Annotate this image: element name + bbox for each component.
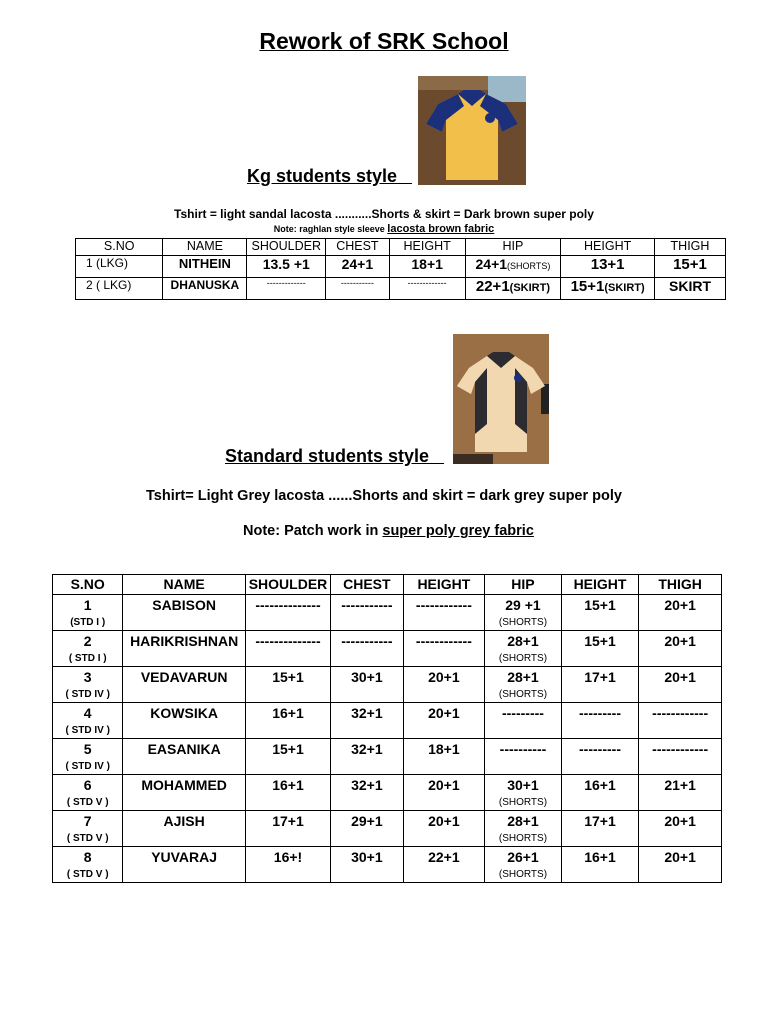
cell-hip — [485, 811, 562, 847]
table-row — [53, 739, 722, 775]
cell-name: AJISH — [123, 811, 245, 847]
cell-name: KOWSIKA — [123, 703, 245, 739]
header-name: NAME — [123, 575, 245, 595]
cell-height-2: 17+1 — [561, 811, 639, 847]
cell-height-2: --------- — [561, 739, 639, 775]
cell-height-2: 15+1 — [561, 595, 639, 631]
cell-hip — [485, 739, 562, 775]
cell-shoulder: 15+1 — [245, 739, 330, 775]
kg-fabric-line: Tshirt = light sandal lacosta ...........Shorts & skirt = Dark brown super poly — [174, 207, 594, 221]
std-class: ( STD IV ) — [65, 689, 110, 700]
cell-hip — [485, 667, 562, 703]
hip-value: --------- — [501, 705, 544, 721]
table-row — [53, 703, 722, 739]
cell-shoulder: -------------- — [245, 595, 330, 631]
std-note-fabric: super poly grey fabric — [382, 523, 534, 539]
hip-value: 22+1 — [475, 278, 510, 295]
cell-name: EASANIKA — [123, 739, 245, 775]
cell-height: ------------- — [389, 278, 465, 300]
cell-height-2 — [561, 278, 655, 300]
cell-sno — [53, 739, 123, 775]
cell-thigh: 20+1 — [639, 595, 722, 631]
cell-height-2: 16+1 — [561, 775, 639, 811]
std-class: ( STD IV ) — [65, 725, 110, 736]
cell-height-2: 13+1 — [561, 256, 655, 278]
cell-sno — [53, 595, 123, 631]
cell-sno — [53, 667, 123, 703]
header-height: HEIGHT — [403, 575, 485, 595]
cell-hip — [485, 847, 562, 883]
hip-value: 28+1 — [507, 813, 539, 829]
kg-measurement-table — [75, 238, 726, 300]
cell-thigh: ------------ — [639, 703, 722, 739]
cell-height: 22+1 — [403, 847, 485, 883]
cell-height: 20+1 — [403, 811, 485, 847]
cell-height-2: --------- — [561, 703, 639, 739]
header-height: HEIGHT — [389, 239, 465, 256]
sno-value: 2 — [83, 633, 92, 649]
header-hip: HIP — [465, 239, 561, 256]
cell-thigh: 20+1 — [639, 847, 722, 883]
cell-sno — [53, 811, 123, 847]
cell-sno — [53, 775, 123, 811]
header-hip: HIP — [485, 575, 562, 595]
std-class: ( STD I ) — [68, 653, 107, 664]
header-thigh: THIGH — [655, 239, 726, 256]
cell-hip — [485, 631, 562, 667]
cell-thigh: 20+1 — [639, 667, 722, 703]
table-row — [76, 256, 726, 278]
table-row — [53, 667, 722, 703]
cell-height-2: 17+1 — [561, 667, 639, 703]
std-style-heading: Standard students style — [225, 446, 430, 466]
cell-height: ------------ — [403, 631, 485, 667]
kg-style-heading: Kg students style — [247, 166, 398, 186]
header-sno: S.NO — [53, 575, 123, 595]
cell-name: VEDAVARUN — [123, 667, 245, 703]
hip-note: (SHORTS) — [498, 617, 548, 628]
table-header-row — [53, 575, 722, 595]
cell-chest: ----------- — [331, 595, 403, 631]
page-title: Rework of SRK School — [259, 28, 509, 54]
std-class: ( STD IV ) — [65, 761, 110, 772]
cell-shoulder: 16+! — [245, 847, 330, 883]
hip-value: ---------- — [499, 741, 547, 757]
std-measurement-table — [52, 574, 722, 883]
table-row — [53, 775, 722, 811]
table-row — [53, 595, 722, 631]
std-class: ( STD V ) — [66, 797, 109, 808]
cell-height: 18+1 — [389, 256, 465, 278]
cell-hip — [465, 278, 561, 300]
table-row — [53, 847, 722, 883]
cell-hip — [485, 703, 562, 739]
cell-name: SABISON — [123, 595, 245, 631]
hip-value: 28+1 — [507, 669, 539, 685]
hip-note: (SHORTS) — [498, 833, 548, 844]
hip-note: (SHORTS) — [498, 653, 548, 664]
header-height-2: HEIGHT — [561, 575, 639, 595]
cell-shoulder: 13.5 +1 — [247, 256, 326, 278]
std-note-prefix: Note: Patch work in — [243, 523, 383, 539]
cell-thigh: SKIRT — [655, 278, 726, 300]
cell-height: 18+1 — [403, 739, 485, 775]
cell-name: YUVARAJ — [123, 847, 245, 883]
cell-thigh: 21+1 — [639, 775, 722, 811]
header-thigh: THIGH — [639, 575, 722, 595]
kg-note — [0, 223, 768, 235]
cell-thigh: 15+1 — [655, 256, 726, 278]
hip-value: 29 +1 — [505, 597, 541, 613]
cell-height-2: 15+1 — [561, 631, 639, 667]
cell-name: NITHEIN — [163, 256, 247, 278]
cell-sno — [53, 847, 123, 883]
cell-chest: 32+1 — [331, 703, 403, 739]
cell-height-2: 16+1 — [561, 847, 639, 883]
cell-sno: 2 ( LKG) — [76, 278, 163, 300]
hip-note: (SKIRT) — [509, 282, 550, 294]
cell-name: HARIKRISHNAN — [123, 631, 245, 667]
cell-height: 20+1 — [403, 703, 485, 739]
kg-tshirt-photo — [418, 76, 526, 185]
header-sno: S.NO — [76, 239, 163, 256]
height2-value: 15+1 — [570, 278, 605, 295]
cell-height: 20+1 — [403, 667, 485, 703]
hip-note: (SHORTS) — [498, 797, 548, 808]
cell-sno: 1 (LKG) — [76, 256, 163, 278]
cell-thigh: 20+1 — [639, 631, 722, 667]
kg-note-fabric: lacosta brown fabric — [387, 223, 495, 235]
cell-height: ------------ — [403, 595, 485, 631]
cell-chest: 30+1 — [331, 667, 403, 703]
header-shoulder: SHOULDER — [247, 239, 326, 256]
cell-shoulder: 15+1 — [245, 667, 330, 703]
cell-chest: 32+1 — [331, 775, 403, 811]
header-shoulder: SHOULDER — [245, 575, 330, 595]
header-name: NAME — [163, 239, 247, 256]
hip-note: (SHORTS) — [507, 261, 551, 271]
cell-height: 20+1 — [403, 775, 485, 811]
hip-value: 26+1 — [507, 849, 539, 865]
cell-chest: 30+1 — [331, 847, 403, 883]
cell-shoulder: 16+1 — [245, 703, 330, 739]
sno-value: 8 — [83, 849, 92, 865]
hip-value: 24+1 — [475, 256, 508, 272]
cell-hip — [485, 775, 562, 811]
std-tshirt-photo — [453, 334, 549, 464]
cell-chest: 32+1 — [331, 739, 403, 775]
hip-value: 28+1 — [507, 633, 539, 649]
sno-value: 6 — [83, 777, 92, 793]
table-row — [53, 631, 722, 667]
cell-sno — [53, 631, 123, 667]
hip-value: 30+1 — [507, 777, 539, 793]
std-class: (STD I ) — [70, 617, 106, 628]
std-note — [243, 523, 534, 539]
header-chest: CHEST — [331, 575, 403, 595]
cell-chest: ----------- — [326, 278, 390, 300]
cell-name: MOHAMMED — [123, 775, 245, 811]
table-row — [53, 811, 722, 847]
cell-chest: 24+1 — [326, 256, 390, 278]
sno-value: 7 — [83, 813, 92, 829]
header-height-2: HEIGHT — [561, 239, 655, 256]
cell-shoulder: -------------- — [245, 631, 330, 667]
sno-value: 5 — [83, 741, 92, 757]
cell-chest: ----------- — [331, 631, 403, 667]
std-fabric-line: Tshirt= Light Grey lacosta ......Shorts and skirt = dark grey super poly — [146, 488, 622, 504]
height2-note: (SKIRT) — [604, 282, 645, 294]
kg-note-prefix: Note: raghlan style sleeve — [273, 224, 388, 234]
hip-note: (SHORTS) — [498, 689, 548, 700]
cell-sno — [53, 703, 123, 739]
cell-thigh: ------------ — [639, 739, 722, 775]
sno-value: 1 — [83, 597, 92, 613]
sno-value: 4 — [83, 705, 92, 721]
cell-shoulder: 16+1 — [245, 775, 330, 811]
std-class: ( STD V ) — [66, 869, 109, 880]
cell-hip — [485, 595, 562, 631]
table-row — [76, 278, 726, 300]
sno-value: 3 — [83, 669, 92, 685]
cell-shoulder: 17+1 — [245, 811, 330, 847]
cell-name: DHANUSKA — [163, 278, 247, 300]
table-header-row — [76, 239, 726, 256]
cell-hip — [465, 256, 561, 278]
cell-shoulder: ------------- — [247, 278, 326, 300]
std-class: ( STD V ) — [66, 833, 109, 844]
hip-note: (SHORTS) — [498, 869, 548, 880]
cell-thigh: 20+1 — [639, 811, 722, 847]
header-chest: CHEST — [326, 239, 390, 256]
cell-chest: 29+1 — [331, 811, 403, 847]
